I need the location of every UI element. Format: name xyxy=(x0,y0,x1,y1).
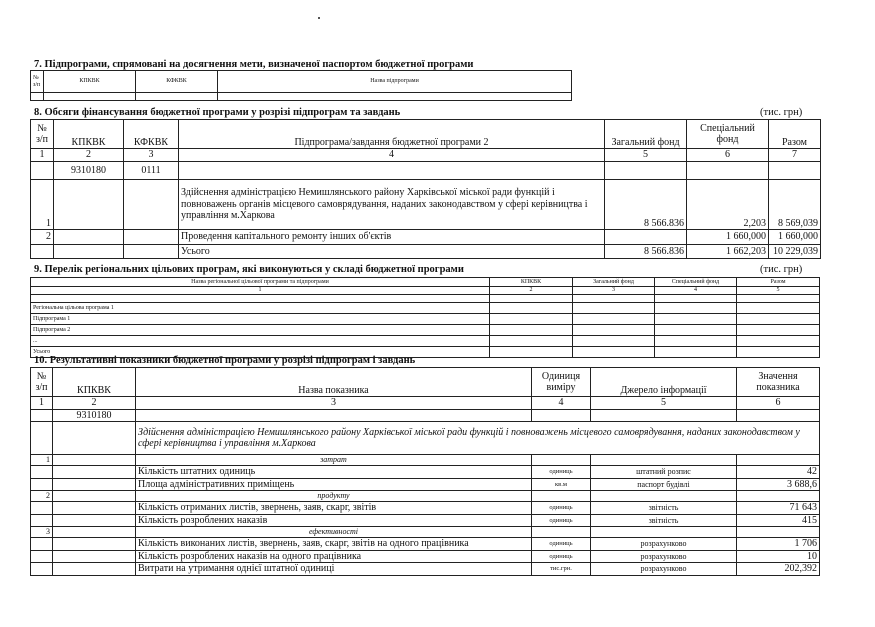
column-number-row xyxy=(31,149,821,162)
indicator-row xyxy=(31,514,820,527)
table-row xyxy=(31,93,572,101)
col-general-header: Загальний фонд xyxy=(605,120,687,149)
col-value-header: Значення показника xyxy=(737,368,820,397)
section-8-table xyxy=(30,119,821,259)
group-number: 2 xyxy=(31,491,53,502)
section-8-unit: (тис. грн) xyxy=(760,107,803,118)
col-number: 1 xyxy=(31,287,490,295)
group-row xyxy=(31,527,820,538)
col-kfkvk-header: КФКВК xyxy=(124,120,179,149)
total-label: Усього xyxy=(179,245,605,259)
general-fund-total: 8 566.836 xyxy=(605,245,687,259)
col-number: 2 xyxy=(53,397,136,410)
indicator-source: звітність xyxy=(591,514,737,527)
indicator-source: паспорт будівлі xyxy=(591,478,737,491)
col-kpkvk-header: КПКВК xyxy=(490,278,573,287)
col-unit-header: Одиниця виміру xyxy=(532,368,591,397)
task-row xyxy=(31,422,820,455)
col-general-header: Загальний фонд xyxy=(573,278,655,287)
table-header-row xyxy=(31,368,820,397)
table-row xyxy=(31,314,820,325)
indicator-row xyxy=(31,538,820,551)
col-name-header: Назва показника xyxy=(136,368,532,397)
indicator-value: 415 xyxy=(737,514,820,527)
general-fund-value: 8 566.836 xyxy=(605,180,687,230)
indicator-value: 10 xyxy=(737,550,820,563)
section-7-title: 7. Підпрограми, спрямовані на досягнення мети, визначеної паспортом бюджетної програми xyxy=(34,59,474,70)
col-number: 6 xyxy=(687,149,769,162)
table-row xyxy=(31,295,820,303)
indicator-name: Кількість виконаних листів, звернень, заяв, скарг, звітів на одного працівника xyxy=(136,538,532,551)
program-name: Підпрограма 2 xyxy=(31,325,490,336)
total-value: 1 660,000 xyxy=(769,230,821,245)
col-special-header: Спеціальний фонд xyxy=(687,120,769,149)
special-fund-total: 1 662,203 xyxy=(687,245,769,259)
indicator-unit: одиниць xyxy=(532,466,591,479)
col-number: 5 xyxy=(737,287,820,295)
section-9-table xyxy=(30,277,820,358)
col-kpkvk-header: КПКВК xyxy=(54,120,124,149)
col-number: 3 xyxy=(573,287,655,295)
program-kpkvk: 9310180 xyxy=(53,409,136,422)
col-number: 2 xyxy=(490,287,573,295)
indicator-source: штатний розпис xyxy=(591,466,737,479)
table-row xyxy=(31,303,820,314)
indicator-value: 3 688,6 xyxy=(737,478,820,491)
col-number: 3 xyxy=(124,149,179,162)
col-number: 5 xyxy=(591,397,737,410)
col-number: 4 xyxy=(532,397,591,410)
program-code-row xyxy=(31,409,820,422)
indicator-name: Кількість розроблених наказів на одного працівника xyxy=(136,550,532,563)
indicator-source: розрахунково xyxy=(591,538,737,551)
indicator-name: Кількість штатних одиниць xyxy=(136,466,532,479)
total-row xyxy=(31,245,821,259)
task-name: Здійснення адміністрацією Немишлянського району Харківської міської ради функцій і повноважень місцевого самоврядування, наданих законодавством у сфері керівництва і управління м.Харкова xyxy=(136,422,820,455)
column-number-row xyxy=(31,287,820,295)
indicator-name: Витрати на утримання однієї штатної одиниці xyxy=(136,563,532,576)
indicator-value: 1 706 xyxy=(737,538,820,551)
col-source-header: Джерело інформації xyxy=(591,368,737,397)
table-header-row xyxy=(31,278,820,287)
indicator-source: розрахунково xyxy=(591,563,737,576)
table-row xyxy=(31,180,821,230)
column-number-row xyxy=(31,397,820,410)
section-9-title: 9. Перелік регіональних цільових програм, які виконуються у складі бюджетної програми xyxy=(34,264,464,275)
indicator-value: 202,392 xyxy=(737,563,820,576)
section-8-title: 8. Обсяги фінансування бюджетної програми у розрізі підпрограм та завдань xyxy=(34,107,401,118)
col-name-header: Підпрограма/завдання бюджетної програми 2 xyxy=(179,120,605,149)
col-number: 4 xyxy=(179,149,605,162)
special-fund-value: 2,203 xyxy=(687,180,769,230)
table-row xyxy=(31,325,820,336)
indicator-source: звітність xyxy=(591,502,737,515)
general-fund-value xyxy=(605,230,687,245)
col-number: 5 xyxy=(605,149,687,162)
col-number: 2 xyxy=(54,149,124,162)
program-name: Підпрограма 1 xyxy=(31,314,490,325)
indicator-name: Кількість розроблених наказів xyxy=(136,514,532,527)
program-kpkvk: 9310180 xyxy=(54,162,124,180)
program-name: ... xyxy=(31,336,490,347)
indicator-unit: одиниць xyxy=(532,502,591,515)
indicator-row xyxy=(31,478,820,491)
col-number: 4 xyxy=(655,287,737,295)
group-title: продукту xyxy=(136,491,532,502)
table-header-row xyxy=(31,120,821,149)
indicator-row xyxy=(31,502,820,515)
indicator-row xyxy=(31,563,820,576)
program-kfkvk: 0111 xyxy=(124,162,179,180)
indicator-row xyxy=(31,550,820,563)
col-name-header: Назва регіональної цільової програми та підпрограми xyxy=(31,278,490,287)
section-7-table xyxy=(30,70,572,101)
row-number: 1 xyxy=(31,180,54,230)
table-row xyxy=(31,230,821,245)
indicator-unit: тис.грн. xyxy=(532,563,591,576)
indicator-value: 71 643 xyxy=(737,502,820,515)
col-special-header: Спеціальний фонд xyxy=(655,278,737,287)
group-number: 1 xyxy=(31,455,53,466)
group-title: ефективності xyxy=(136,527,532,538)
scan-speck xyxy=(318,17,320,19)
indicator-name: Кількість отриманих листів, звернень, заяв, скарг, звітів xyxy=(136,502,532,515)
col-no-header: № з/п xyxy=(31,120,54,149)
indicator-unit: одиниць xyxy=(532,538,591,551)
indicator-unit: одиниць xyxy=(532,550,591,563)
group-row xyxy=(31,491,820,502)
col-no-header: № з/п xyxy=(31,368,53,397)
col-total-header: Разом xyxy=(769,120,821,149)
task-name: Здійснення адміністрацією Немишлянського району Харківської міської ради функцій і повноважень органів місцевого самоврядування, наданих законодавством у сфері керівництва і управління м.Харкова xyxy=(179,180,605,230)
total-label: Усього xyxy=(31,347,490,358)
col-no-header: № з/п xyxy=(31,71,44,93)
indicator-value: 42 xyxy=(737,466,820,479)
col-number: 7 xyxy=(769,149,821,162)
group-number: 3 xyxy=(31,527,53,538)
section-9-unit: (тис. грн) xyxy=(760,264,803,275)
col-kpkvk-header: КПКВК xyxy=(53,368,136,397)
col-number: 6 xyxy=(737,397,820,410)
row-number: 2 xyxy=(31,230,54,245)
indicator-unit: одиниць xyxy=(532,514,591,527)
col-kpkvk-header: КПКВК xyxy=(44,71,136,93)
indicator-name: Площа адміністративних приміщень xyxy=(136,478,532,491)
table-row xyxy=(31,336,820,347)
total-value: 8 569,039 xyxy=(769,180,821,230)
section-10-table xyxy=(30,367,820,576)
program-name: Регіональна цільова програма 1 xyxy=(31,303,490,314)
indicator-row xyxy=(31,466,820,479)
col-total-header: Разом xyxy=(737,278,820,287)
col-number: 3 xyxy=(136,397,532,410)
special-fund-value: 1 660,000 xyxy=(687,230,769,245)
col-kfkvk-header: КФКВК xyxy=(136,71,218,93)
program-code-row xyxy=(31,162,821,180)
group-title: затрат xyxy=(136,455,532,466)
task-name: Проведення капітального ремонту інших об'єктів xyxy=(179,230,605,245)
table-header-row xyxy=(31,71,572,93)
grand-total: 10 229,039 xyxy=(769,245,821,259)
indicator-source: розрахунково xyxy=(591,550,737,563)
indicator-unit: кв.м xyxy=(532,478,591,491)
col-number: 1 xyxy=(31,149,54,162)
col-number: 1 xyxy=(31,397,53,410)
col-name-header: Назва підпрограми xyxy=(218,71,572,93)
group-row xyxy=(31,455,820,466)
section-10-title: 10. Результативні показники бюджетної програми у розрізі підпрограм і завдань xyxy=(34,355,416,366)
